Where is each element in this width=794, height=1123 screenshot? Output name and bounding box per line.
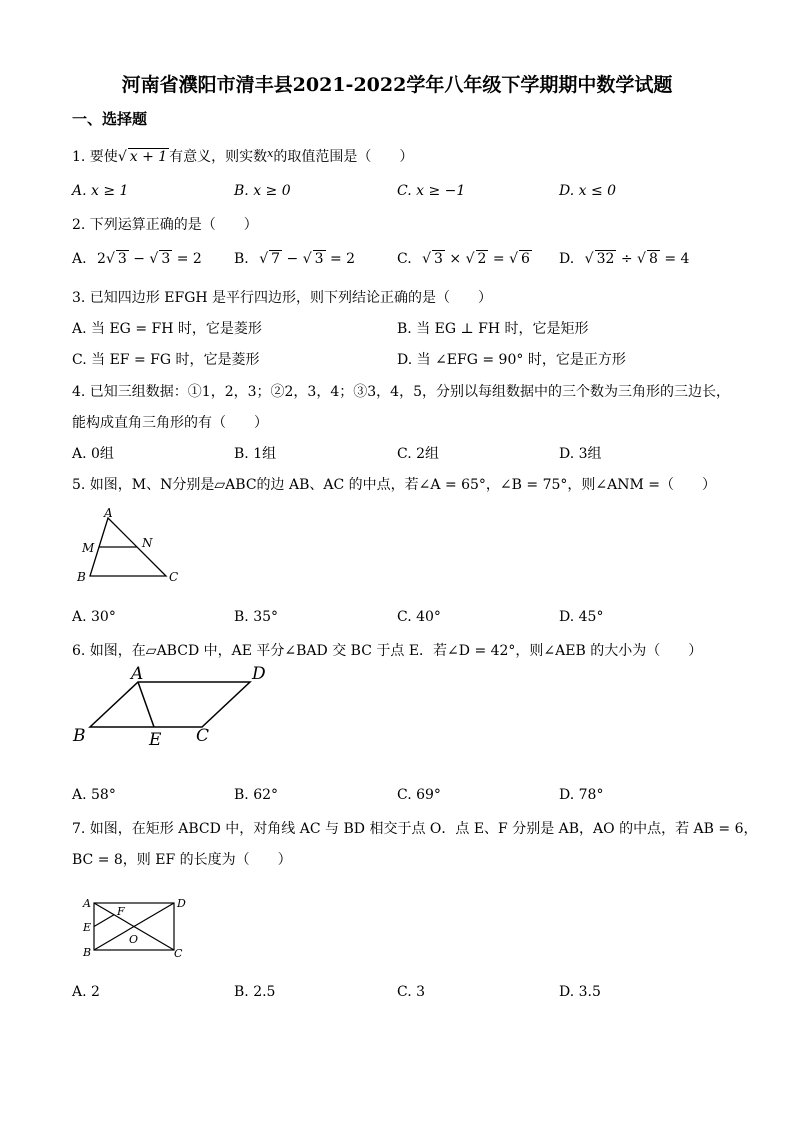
q2-a-rad2: 3 bbox=[161, 251, 171, 267]
q3-option-c[interactable]: C. 当 EF = FG 时，它是菱形 bbox=[72, 352, 260, 368]
q2-d-op: ÷ bbox=[616, 251, 638, 267]
q3-option-d[interactable]: D. 当 ∠EFG = 90° 时，它是正方形 bbox=[397, 352, 626, 368]
q6-option-c[interactable]: C. 69° bbox=[397, 787, 441, 803]
q7-rectangle-figure bbox=[80, 893, 192, 965]
label-n: N bbox=[142, 536, 153, 550]
label-b: B bbox=[73, 726, 86, 746]
q1-option-b[interactable]: B. x ≥ 0 bbox=[234, 183, 291, 199]
q6-option-a[interactable]: A. 58° bbox=[72, 787, 116, 803]
q5-option-c[interactable]: C. 40° bbox=[397, 609, 441, 625]
q2-option-b[interactable]: B. √ 7 − √ 3 = 2 bbox=[234, 251, 356, 267]
question-7-stem-line1: 7. 如图，在矩形 ABCD 中，对角线 AC 与 BD 相交于点 O．点 E、F 分别是 AB，AO 的中点，若 AB = 6， bbox=[72, 821, 758, 837]
q2-option-c[interactable]: C. √ 3 × √ 2 = √ 6 bbox=[397, 251, 530, 267]
question-7-stem-line2: BC = 8，则 EF 的长度为（ ） bbox=[72, 852, 292, 868]
question-2-stem: 2. 下列运算正确的是（ ） bbox=[72, 217, 258, 233]
q4-option-a[interactable]: A. 0组 bbox=[72, 446, 114, 462]
q2-a-label: A. bbox=[72, 251, 87, 267]
q5-option-b[interactable]: B. 35° bbox=[234, 609, 279, 625]
q4-option-d[interactable]: D. 3组 bbox=[559, 446, 602, 462]
label-c: C bbox=[174, 947, 183, 960]
q6-parallelogram-figure bbox=[70, 660, 280, 750]
label-a: A bbox=[83, 897, 91, 910]
q2-b-rad1: 7 bbox=[271, 251, 281, 267]
q7-option-d[interactable]: D. 3.5 bbox=[559, 984, 601, 1000]
q2-c-op: × bbox=[444, 251, 466, 267]
q2-c-label: C. bbox=[397, 251, 412, 267]
sqrt-sign: √ bbox=[117, 149, 127, 165]
q2-c-rad1: 3 bbox=[434, 251, 443, 267]
q1-option-d[interactable]: D. x ≤ 0 bbox=[559, 183, 617, 199]
q2-c-rad2: 2 bbox=[477, 251, 487, 267]
label-c: C bbox=[169, 570, 179, 584]
question-4-stem-line2: 能构成直角三角形的有（ ） bbox=[72, 415, 268, 431]
q2-b-label: B. bbox=[234, 251, 249, 267]
q2-a-op: − bbox=[128, 251, 150, 267]
q5-option-a[interactable]: A. 30° bbox=[72, 609, 116, 625]
q7-option-c[interactable]: C. 3 bbox=[397, 984, 426, 1000]
segment-ef bbox=[94, 915, 114, 927]
q2-d-result: = 4 bbox=[659, 251, 690, 267]
question-6-stem: 6. 如图，在▱ABCD 中，AE 平分∠BAD 交 BC 于点 E．若∠D = 42°，则∠AEB 的大小为（ ） bbox=[72, 643, 703, 659]
page-title: 河南省濮阳市清丰县2021-2022学年八年级下学期期中数学试题 bbox=[121, 74, 673, 96]
q1-post: 有意义，则实数 bbox=[169, 149, 268, 165]
question-1-stem bbox=[72, 146, 413, 166]
q1-option-c[interactable]: C. x ≥ −1 bbox=[397, 183, 466, 199]
label-a: A bbox=[104, 506, 113, 520]
q5-triangle-figure bbox=[76, 504, 196, 588]
q2-option-d[interactable]: D. √ 32 ÷ √ 8 = 4 bbox=[559, 251, 690, 267]
q2-b-op: − bbox=[282, 251, 303, 267]
q2-a-coef: 2 bbox=[97, 251, 106, 267]
q3-option-a[interactable]: A. 当 EG = FH 时，它是菱形 bbox=[72, 321, 262, 337]
q2-b-rad2: 3 bbox=[314, 251, 324, 267]
q6-option-b[interactable]: B. 62° bbox=[234, 787, 279, 803]
question-5-stem: 5. 如图，M、N分别是▱ABC的边 AB、AC 的中点，若∠A = 65°，∠B = 75°，则∠ANM =（ ） bbox=[72, 477, 717, 493]
q4-option-c[interactable]: C. 2组 bbox=[397, 446, 440, 462]
label-d: D bbox=[177, 897, 186, 910]
q5-option-d[interactable]: D. 45° bbox=[559, 609, 604, 625]
parallelogram-abcd bbox=[90, 682, 250, 727]
section-heading: 一、选择题 bbox=[72, 110, 148, 128]
q2-option-a[interactable]: A. 2√ 3 − √ 3 = 2 bbox=[72, 251, 202, 267]
label-d: D bbox=[252, 664, 266, 684]
label-a: A bbox=[131, 664, 144, 684]
q7-option-b[interactable]: B. 2.5 bbox=[234, 984, 276, 1000]
q2-a-result: = 2 bbox=[172, 251, 202, 267]
label-e: E bbox=[149, 730, 162, 750]
q2-b-result: = 2 bbox=[325, 251, 356, 267]
question-3-stem: 3. 已知四边形 EFGH 是平行四边形，则下列结论正确的是（ ） bbox=[72, 290, 493, 306]
q2-d-rad1: 32 bbox=[596, 251, 615, 267]
q2-d-rad2: 8 bbox=[648, 251, 658, 267]
label-b: B bbox=[83, 946, 92, 959]
q4-option-b[interactable]: B. 1组 bbox=[234, 446, 277, 462]
q1-option-a[interactable]: A. x ≥ 1 bbox=[72, 183, 129, 199]
q7-option-a[interactable]: A. 2 bbox=[72, 984, 100, 1000]
label-m: M bbox=[82, 541, 95, 555]
label-c: C bbox=[196, 726, 210, 746]
question-4-stem-line1: 4. 已知三组数据：①1，2，3；②2，3，4；③3，4，5，分别以每组数据中的三个数为三角形的三边长， bbox=[72, 384, 730, 400]
q3-option-b[interactable]: B. 当 EG ⊥ FH 时，它是矩形 bbox=[397, 321, 589, 337]
q1-radicand: x + 1 bbox=[129, 149, 168, 165]
label-f: F bbox=[117, 905, 125, 918]
q1-var: x bbox=[267, 147, 274, 160]
label-o: O bbox=[129, 933, 139, 946]
label-e: E bbox=[83, 921, 92, 934]
q2-d-label: D. bbox=[559, 251, 575, 267]
q2-c-result: 6 bbox=[521, 251, 530, 267]
q1-post2: 的取值范围是（ ） bbox=[273, 149, 414, 165]
q2-a-rad1: 3 bbox=[117, 251, 127, 267]
q6-option-d[interactable]: D. 78° bbox=[559, 787, 604, 803]
q1-pre: 1. 要使 bbox=[72, 149, 118, 165]
segment-ae bbox=[138, 682, 154, 727]
label-b: B bbox=[77, 570, 86, 584]
